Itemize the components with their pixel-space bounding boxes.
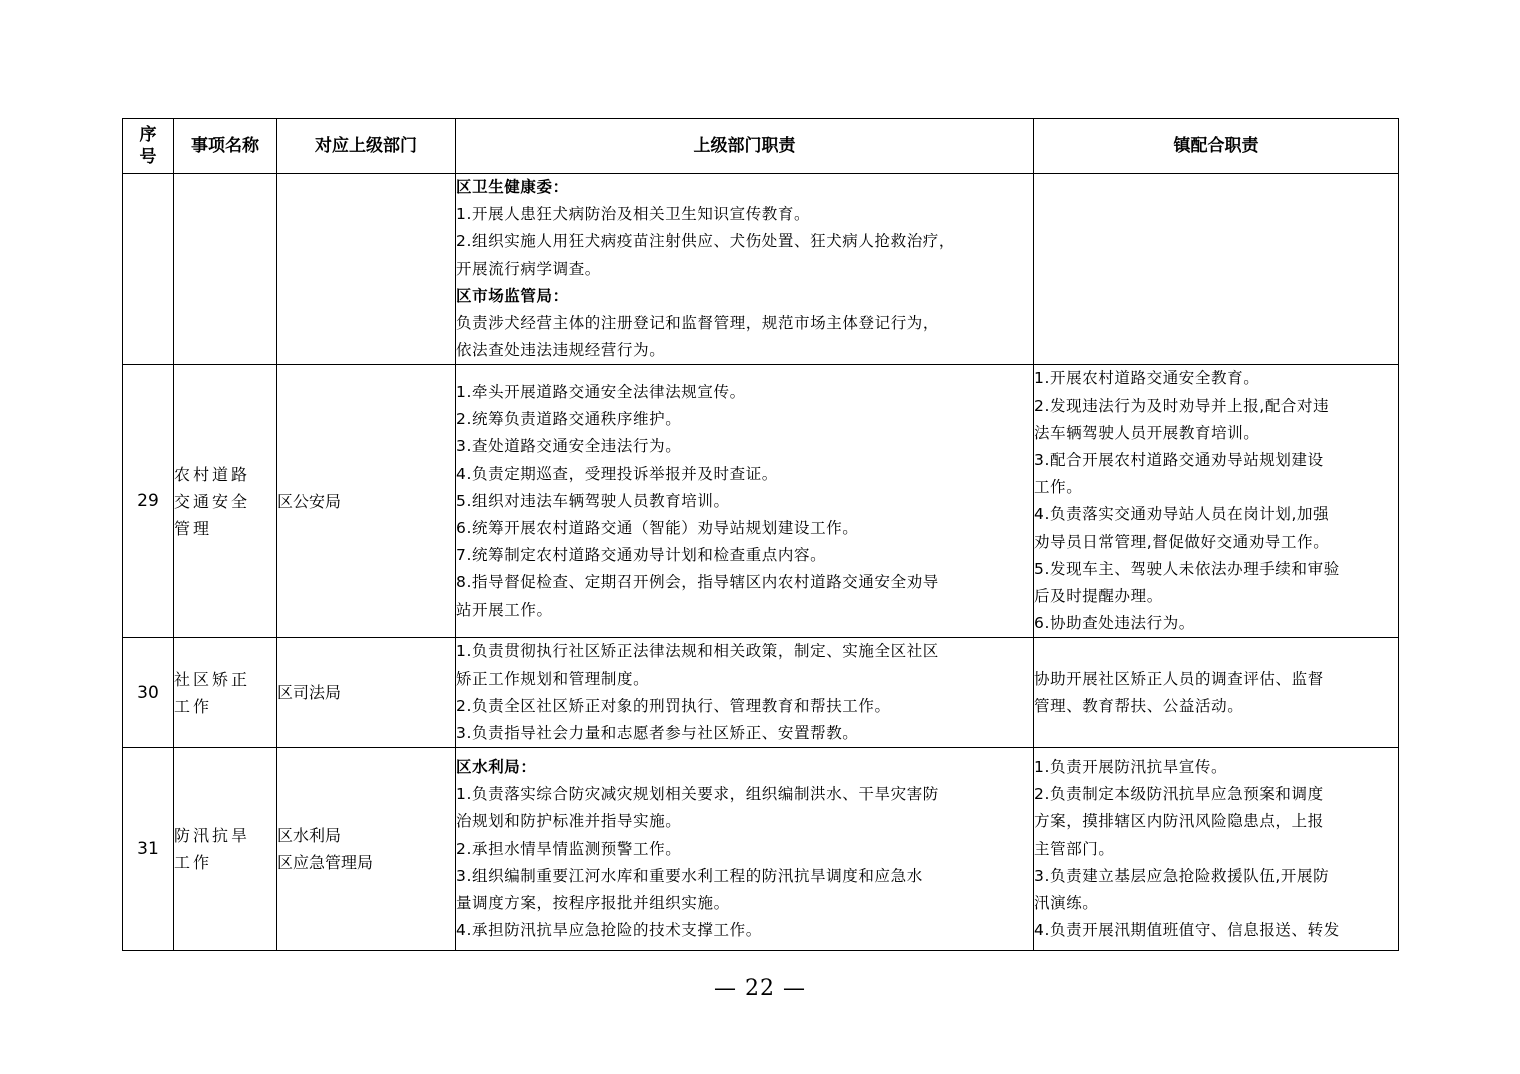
item-name-cell [174,365,277,638]
header-superior-duties: 上级部门职责 [456,119,1034,174]
town-duty-cell [1034,365,1399,638]
department-line: 区应急管理局 [277,853,374,873]
item-name-line: 管理 [174,518,213,538]
town-duty-line: 2.负责制定本级防汛抗旱应急预案和调度 [1034,785,1324,804]
duty-line: 3.查处道路交通安全违法行为。 [456,437,682,456]
town-duty-line: 法车辆驾驶人员开展教育培训。 [1034,423,1260,442]
duty-line: 1.负责贯彻执行社区矫正法律法规和相关政策，制定、实施全区社区 [456,642,939,661]
department-cell [277,174,456,365]
duty-line: 4.负责定期巡查，受理投诉举报并及时查证。 [456,464,778,483]
town-duty-line: 4.负责落实交通劝导站人员在岗计划,加强 [1034,505,1330,524]
table-row [123,365,1399,638]
town-duty-line: 方案，摸排辖区内防汛风险隐患点，上报 [1034,812,1324,831]
header-superior-department: 对应上级部门 [277,119,456,174]
header-item-name: 事项名称 [174,119,277,174]
superior-duty-cell [456,174,1034,365]
item-name-line: 工作 [174,696,213,716]
town-duty-line: 管理、教育帮扶、公益活动。 [1034,696,1244,715]
duty-line: 2.负责全区社区矫正对象的刑罚执行、管理教育和帮扶工作。 [456,696,891,715]
responsibility-table [122,118,1399,951]
duty-line: 量调度方案，按程序报批并组织实施。 [456,894,730,913]
duty-line: 开展流行病学调查。 [456,259,601,278]
duty-line: 2.组织实施人用狂犬病疫苗注射供应、犬伤处置、狂犬病人抢救治疗， [456,232,955,251]
town-duty-line: 汛演练。 [1034,894,1099,913]
item-name-cell [174,174,277,365]
duty-line: 4.承担防汛抗旱应急抢险的技术支撑工作。 [456,921,762,940]
header-serial-char-2: 号 [139,147,157,167]
town-duty-line: 4.负责开展汛期值班值守、信息报送、转发 [1034,921,1340,940]
item-name-cell [174,748,277,951]
town-duty-line: 1.负责开展防汛抗旱宣传。 [1034,758,1228,777]
town-duty-cell [1034,174,1399,365]
department-line: 区司法局 [277,683,342,703]
table-row [123,748,1399,951]
duty-line: 依法查处违法违规经营行为。 [456,341,666,360]
duty-line: 1.牵头开展道路交通安全法律法规宣传。 [456,383,746,402]
department-cell [277,638,456,748]
superior-duty-cell [456,748,1034,951]
item-name-line: 交通安全 [174,491,251,511]
serial-number-cell: 29 [123,365,174,638]
item-name-line: 农村道路 [174,464,251,484]
page-number: — 22 — [714,976,806,1001]
table-row [123,638,1399,748]
table-row [123,174,1399,365]
town-duty-line: 主管部门。 [1034,839,1115,858]
department-line: 区水利局 [277,826,342,846]
duty-line: 站开展工作。 [456,600,553,619]
item-name-line: 社区矫正 [174,669,251,689]
duty-line: 3.负责指导社会力量和志愿者参与社区矫正、安置帮教。 [456,724,859,743]
superior-duty-cell [456,638,1034,748]
duty-line: 治规划和防护标准并指导实施。 [456,812,682,831]
duty-line: 6.统筹开展农村道路交通（智能）劝导站规划建设工作。 [456,519,859,538]
town-duty-line: 劝导员日常管理,督促做好交通劝导工作。 [1034,532,1330,551]
header-serial-char-1: 序 [139,125,157,145]
town-duty-line: 3.负责建立基层应急抢险救援队伍,开展防 [1034,866,1330,885]
town-duty-line: 2.发现违法行为及时劝导并上报,配合对违 [1034,396,1330,415]
serial-number-cell [123,174,174,365]
town-duty-line: 1.开展农村道路交通安全教育。 [1034,369,1260,388]
serial-number-cell: 30 [123,638,174,748]
town-duty-line: 5.发现车主、驾驶人未依法办理手续和审验 [1034,559,1340,578]
header-serial-number [123,119,174,174]
item-name-cell [174,638,277,748]
department-cell [277,365,456,638]
table-header-row [123,119,1399,174]
duty-line: 2.承担水情旱情监测预警工作。 [456,839,682,858]
duty-line: 负责涉犬经营主体的注册登记和监督管理，规范市场主体登记行为， [456,314,940,333]
town-duty-cell [1034,638,1399,748]
town-duty-line: 工作。 [1034,478,1083,497]
duty-line: 7.统筹制定农村道路交通劝导计划和检查重点内容。 [456,546,827,565]
duty-line: 1.负责落实综合防灾减灾规划相关要求，组织编制洪水、干旱灾害防 [456,785,939,804]
town-duty-line: 后及时提醒办理。 [1034,587,1163,606]
town-duty-line: 6.协助查处违法行为。 [1034,614,1195,633]
town-duty-line: 3.配合开展农村道路交通劝导站规划建设 [1034,451,1324,470]
serial-number-cell: 31 [123,748,174,951]
duty-line: 区卫生健康委： [456,178,569,196]
duty-line: 2.统筹负责道路交通秩序维护。 [456,410,682,429]
duty-line: 8.指导督促检查、定期召开例会，指导辖区内农村道路交通安全劝导 [456,573,939,592]
town-duty-line: 协助开展社区矫正人员的调查评估、监督 [1034,669,1324,688]
duty-line: 区市场监管局： [456,286,569,305]
duty-line: 3.组织编制重要江河水库和重要水利工程的防汛抗旱调度和应急水 [456,866,923,885]
duty-line: 区水利局： [456,758,537,777]
duty-line: 矫正工作规划和管理制度。 [456,669,650,688]
superior-duty-cell [456,365,1034,638]
town-duty-cell [1034,748,1399,951]
department-cell [277,748,456,951]
duty-line: 1.开展人患狂犬病防治及相关卫生知识宣传教育。 [456,205,811,224]
header-town-duties: 镇配合职责 [1034,119,1399,174]
department-line: 区公安局 [277,491,342,511]
duty-line: 5.组织对违法车辆驾驶人员教育培训。 [456,491,730,510]
item-name-line: 工作 [174,853,213,873]
item-name-line: 防汛抗旱 [174,826,251,846]
